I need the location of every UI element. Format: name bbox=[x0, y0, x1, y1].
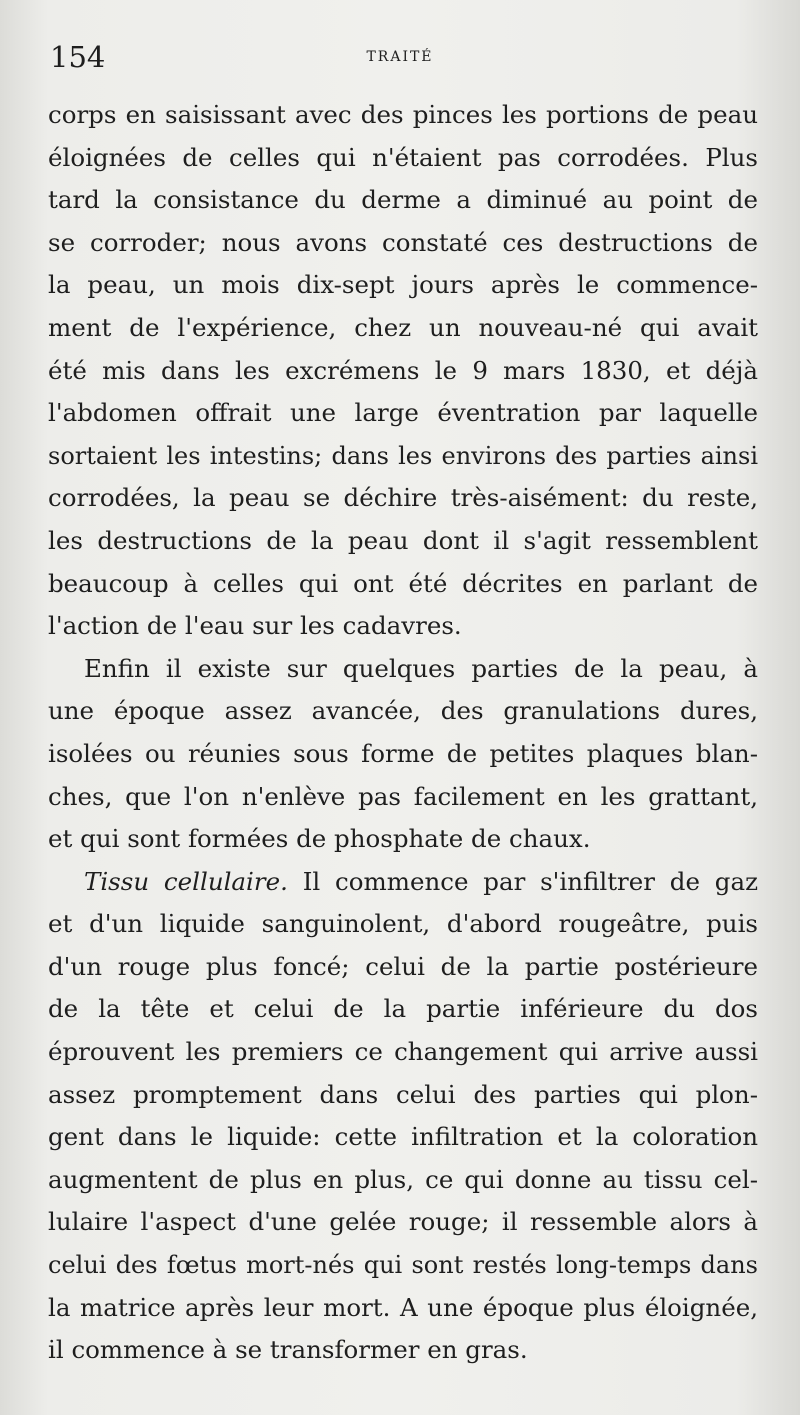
page-number: 154 bbox=[50, 40, 106, 74]
text-line: se corroder; nous avons constaté ces destructions de bbox=[48, 227, 758, 257]
text-line: lulaire l'aspect d'une gelée rouge; il ressemble alors à bbox=[48, 1207, 758, 1237]
text-line: sortaient les intestins; dans les environs des parties ainsi bbox=[48, 441, 758, 470]
text-line bbox=[48, 861, 758, 904]
text-line: il commence à se transformer en gras. bbox=[48, 1335, 528, 1365]
text-line: éprouvent les premiers ce changement qui arrive aussi bbox=[48, 1037, 758, 1067]
text-line: la peau, un mois dix-sept jours après le commence- bbox=[48, 270, 758, 300]
text-fragment: Il commence par s'infiltrer de gaz bbox=[302, 866, 758, 896]
text-line: ches, que l'on n'enlève pas facilement en les grattant, bbox=[48, 781, 758, 811]
text-line: l'abdomen offrait une large éventration par laquelle bbox=[48, 398, 758, 428]
paragraph bbox=[48, 94, 758, 648]
text-line: l'action de l'eau sur les cadavres. bbox=[48, 611, 462, 641]
text-line: celui des fœtus mort-nés qui sont restés long-temps dans bbox=[48, 1251, 758, 1280]
text-line: une époque assez avancée, des granulations dures, bbox=[48, 696, 758, 726]
text-line: isolées ou réunies sous forme de petites plaques blan- bbox=[48, 738, 758, 768]
text-line: gent dans le liquide: cette infiltration et la coloration bbox=[48, 1122, 758, 1152]
text-line: Enfin il existe sur quelques parties de la peau, à bbox=[84, 653, 758, 683]
text-line: d'un rouge plus foncé; celui de la partie postérieure bbox=[48, 951, 758, 981]
text-line: assez promptement dans celui des parties qui plon- bbox=[48, 1079, 758, 1109]
text-line: et qui sont formées de phosphate de chaux. bbox=[48, 824, 591, 854]
text-line: ment de l'expérience, chez un nouveau-né qui avait bbox=[48, 312, 758, 342]
running-head: TRAITÉ bbox=[366, 49, 434, 65]
text-line: tard la consistance du derme a diminué au point de bbox=[48, 185, 758, 215]
text-line: et d'un liquide sanguinolent, d'abord rougeâtre, puis bbox=[48, 909, 758, 939]
page-header bbox=[48, 40, 752, 80]
text-line: les destructions de la peau dont il s'agit ressemblent bbox=[48, 525, 758, 555]
paragraph bbox=[48, 648, 758, 861]
text-line: de la tête et celui de la partie inférieure du dos bbox=[48, 994, 758, 1024]
text-line: corps en saisissant avec des pinces les portions de peau bbox=[48, 100, 758, 129]
text-line: éloignées de celles qui n'étaient pas corrodées. Plus bbox=[48, 142, 758, 172]
paragraph bbox=[48, 861, 758, 1372]
text-line: corrodées, la peau se déchire très-aisément: du reste, bbox=[48, 483, 758, 513]
text-line: été mis dans les excrémens le 9 mars 1830, et déjà bbox=[48, 355, 758, 385]
section-heading: Tissu cellulaire. bbox=[84, 866, 288, 896]
text-line: augmentent de plus en plus, ce qui donne au tissu cel- bbox=[48, 1164, 758, 1194]
body-text bbox=[48, 94, 758, 1372]
text-line: la matrice après leur mort. A une époque plus éloignée, bbox=[48, 1292, 758, 1322]
text-line: beaucoup à celles qui ont été décrites en parlant de bbox=[48, 568, 758, 598]
